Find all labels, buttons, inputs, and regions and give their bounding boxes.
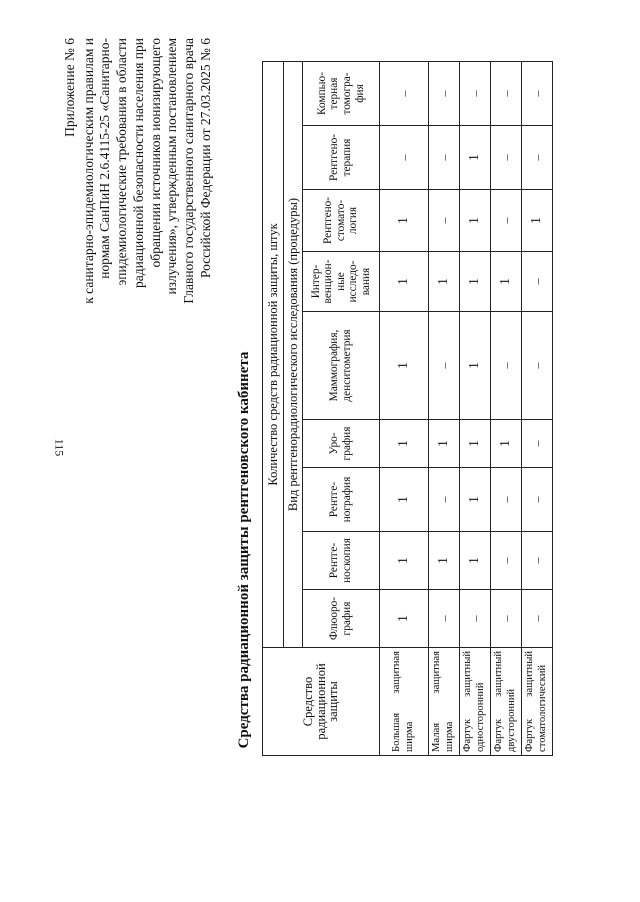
table-row [460, 62, 491, 756]
column-header: Рентгено-стомато-логия [303, 190, 380, 252]
cell-value: 1 [460, 252, 491, 312]
cell-value: – [522, 252, 553, 312]
column-header: Интер-венцион-ные исследо-вания [303, 252, 380, 312]
cell-value: 1 [429, 532, 460, 590]
cell-value: 1 [380, 420, 429, 468]
column-header: Флюоро-графия [303, 590, 380, 648]
cell-value: 1 [460, 532, 491, 590]
cell-value: 1 [380, 468, 429, 532]
subgroup-header: Вид рентгенорадиологического исследования (процедуры) [284, 62, 303, 648]
table-row [429, 62, 460, 756]
cell-value: – [429, 190, 460, 252]
table-row [522, 62, 553, 756]
appendix-line: Российской Федерации от 27.03.2025 № 6 [197, 38, 213, 279]
cell-value: – [491, 312, 522, 420]
page-number: 115 [52, 438, 67, 457]
row-name [522, 648, 553, 756]
row-name-word: защитный [462, 651, 474, 697]
cell-value: 1 [491, 420, 522, 468]
cell-value: – [491, 190, 522, 252]
cell-value: 1 [380, 590, 429, 648]
column-header: Уро-графия [303, 420, 380, 468]
column-header: Рентге-нография [303, 468, 380, 532]
document-title: Средства радиационной защиты рентгеновского кабинета [236, 351, 252, 749]
column-header: Компью-терная томогра-фия [303, 62, 380, 126]
table-row [380, 62, 429, 756]
column-header: Маммография, денситометрия [303, 312, 380, 420]
cell-value: – [522, 312, 553, 420]
row-name-word: Фартук [493, 718, 505, 752]
group-header: Количество средств радиационной защиты, штук [263, 62, 284, 648]
cell-value: 1 [460, 190, 491, 252]
cell-value: 1 [380, 532, 429, 590]
cell-value: 1 [460, 126, 491, 190]
row-name [460, 648, 491, 756]
row-name-word: двусторонний [506, 688, 517, 752]
cell-value: – [429, 468, 460, 532]
appendix-line: обращении источников ионизирующего [147, 38, 163, 268]
cell-value: – [491, 590, 522, 648]
row-name-word: ширма [444, 721, 455, 752]
row-name [429, 648, 460, 756]
cell-value: – [522, 420, 553, 468]
cell-value: – [491, 126, 522, 190]
cell-value: 1 [380, 190, 429, 252]
appendix-line: излучения», утвержденным постановлением [164, 38, 180, 295]
appendix-line: нормам СанПиН 2.6.4115-25 «Санитарно- [97, 38, 113, 279]
cell-value: – [460, 62, 491, 126]
cell-value: 1 [491, 252, 522, 312]
table-row [491, 62, 522, 756]
cell-value: – [429, 312, 460, 420]
cell-value: – [491, 62, 522, 126]
cell-value: 1 [522, 190, 553, 252]
row-name [380, 648, 429, 756]
row-name-word: Фартук [462, 718, 474, 752]
cell-value: – [522, 590, 553, 648]
appendix-number: Приложение № 6 [62, 38, 77, 137]
row-name-word: Фартук [524, 718, 536, 752]
appendix-block [62, 38, 214, 438]
row-name-word: защитный [524, 651, 536, 697]
row-name-word: односторонний [475, 682, 486, 752]
row-name-word: защитная [391, 651, 403, 694]
cell-value: – [491, 532, 522, 590]
cell-value: 1 [380, 252, 429, 312]
cell-value: – [429, 126, 460, 190]
row-name-word: Большая [391, 712, 403, 752]
cell-value: – [429, 62, 460, 126]
cell-value: 1 [460, 420, 491, 468]
row-name-word: защитный [493, 651, 505, 697]
appendix-line: радиационной безопасности населения при [130, 38, 146, 289]
cell-value: 1 [429, 252, 460, 312]
cell-value: 1 [460, 312, 491, 420]
protection-table [262, 61, 553, 756]
cell-value: – [380, 126, 429, 190]
appendix-line: Главного государственного санитарного врача [180, 38, 196, 304]
row-name [491, 648, 522, 756]
row-name-word: стоматологический [537, 664, 548, 752]
cell-value: – [491, 468, 522, 532]
cell-value: 1 [460, 468, 491, 532]
column-header: Рентгено-терапия [303, 126, 380, 190]
row-name-word: защитная [431, 651, 443, 694]
column-header: Рентге-носкопия [303, 532, 380, 590]
cell-value: 1 [429, 420, 460, 468]
row-name-word: ширма [404, 721, 415, 752]
cell-value: – [522, 468, 553, 532]
cell-value: 1 [380, 312, 429, 420]
col-header-means: Средство радиационной защиты [263, 648, 380, 756]
cell-value: – [522, 62, 553, 126]
cell-value: – [522, 126, 553, 190]
cell-value: – [429, 590, 460, 648]
cell-value: – [522, 532, 553, 590]
appendix-line: эпидемиологические требования в области [114, 38, 130, 286]
appendix-line: к санитарно-эпидемиологическим правилам и [80, 38, 96, 304]
cell-value: – [380, 62, 429, 126]
rotated-document [0, 10, 640, 890]
row-name-word: Малая [431, 722, 443, 752]
cell-value: – [460, 590, 491, 648]
